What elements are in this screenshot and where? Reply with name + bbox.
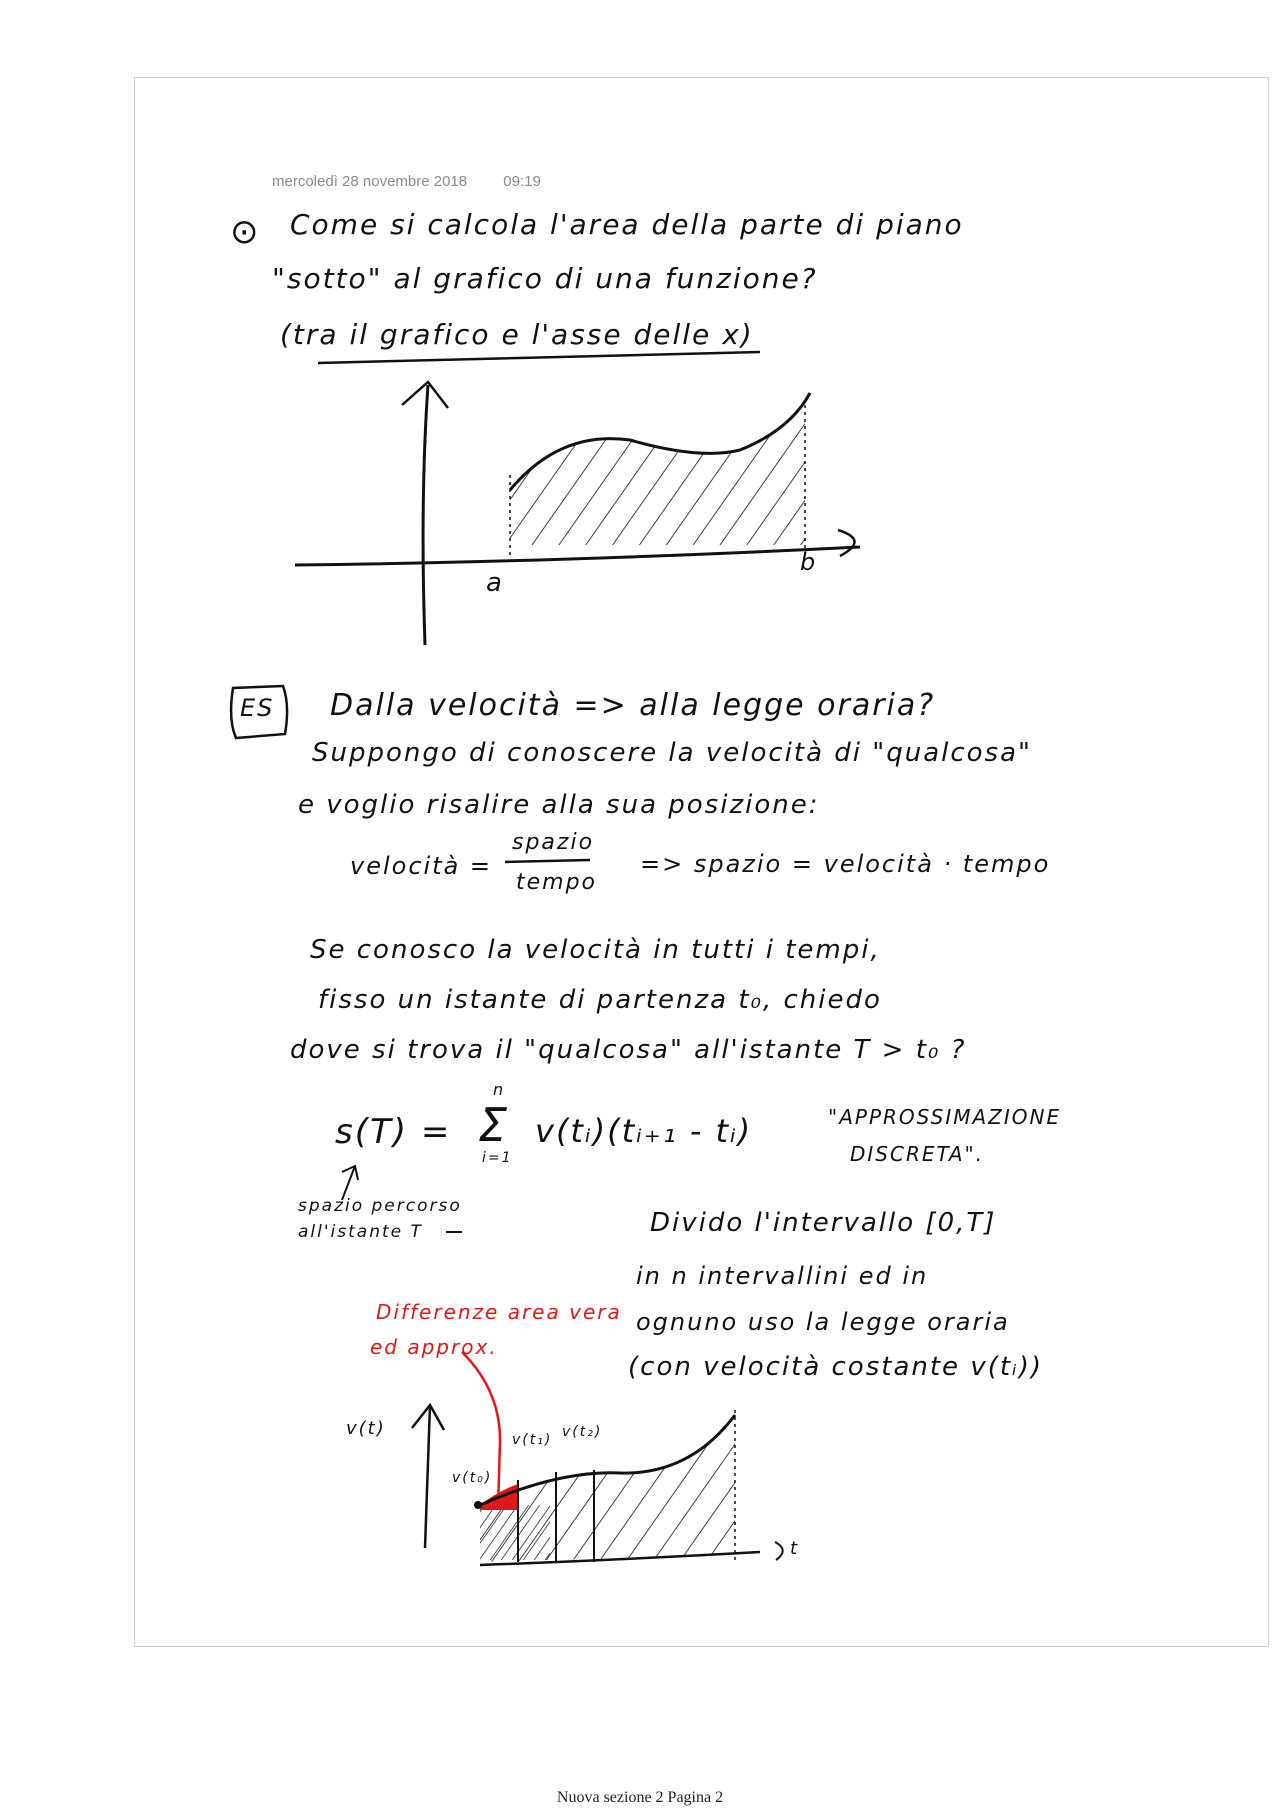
divide-line2: in n intervallini ed in xyxy=(636,1262,929,1290)
graph1-x-arrowhead xyxy=(838,530,855,556)
graph2-dense-hatch xyxy=(480,1505,550,1560)
formula-rhs: => spazio = velocità · tempo xyxy=(640,850,1051,878)
es-line3: e voglio risalire alla sua posizione: xyxy=(298,790,820,820)
formula-lhs: velocità = xyxy=(350,852,493,880)
divide-line3: ognuno uso la legge oraria xyxy=(636,1308,1010,1336)
sum-lhs: s(T) = xyxy=(335,1112,452,1152)
q1-bullet: ⊙ xyxy=(230,212,261,252)
arrow-note-line2: all'istante T xyxy=(298,1222,423,1242)
graph2-label-t2: v(t₂) xyxy=(562,1424,603,1440)
header-date: mercoledì 28 novembre 2018 xyxy=(272,173,468,190)
es-line4: Se conosco la velocità in tutti i tempi, xyxy=(310,935,881,965)
divide-line4: (con velocità costante v(tᵢ)) xyxy=(628,1352,1043,1382)
red-arrow xyxy=(462,1352,500,1510)
sum-sigma: Σ xyxy=(478,1098,510,1152)
graph2-y-axis xyxy=(425,1405,430,1548)
formula-denominator: tempo xyxy=(516,870,598,895)
sum-lower: i=1 xyxy=(482,1150,513,1166)
es-line5: fisso un istante di partenza t₀, chiedo xyxy=(318,985,882,1015)
es-line6: dove si trova il "qualcosa" all'istante T > t₀ ? xyxy=(290,1035,967,1065)
graph1-shaded-area xyxy=(510,400,805,545)
graph2-label-t1: v(t₁) xyxy=(512,1432,553,1448)
q1-line3: (tra il grafico e l'asse delle x) xyxy=(280,318,754,351)
graph2-xlabel: t xyxy=(790,1538,800,1559)
formula-fraction-bar xyxy=(505,860,590,862)
sum-note-line2: DISCRETA". xyxy=(850,1142,985,1166)
graph2-y-arrowhead xyxy=(412,1405,444,1430)
es-line1: Dalla velocità => alla legge oraria? xyxy=(330,688,936,723)
red-note-line1: Differenze area vera xyxy=(376,1300,622,1324)
graph1-y-axis xyxy=(423,385,428,645)
divide-line1: Divido l'intervallo [0,T] xyxy=(650,1208,997,1238)
es-line2: Suppongo di conoscere la velocità di "qualcosa" xyxy=(312,738,1032,768)
formula-numerator: spazio xyxy=(512,830,595,855)
graph1-y-arrowhead xyxy=(402,382,448,408)
arrow-note-line1: spazio percorso xyxy=(298,1196,462,1216)
es-tag: ES xyxy=(240,694,275,722)
header-time: 09:19 xyxy=(503,173,541,190)
red-note-line2: ed approx. xyxy=(370,1335,498,1359)
page-footer: Nuova sezione 2 Pagina 2 xyxy=(556,1789,724,1806)
sum-body: v(tᵢ)(tᵢ₊₁ - tᵢ) xyxy=(535,1112,753,1150)
sum-upper: n xyxy=(493,1080,506,1099)
q1-line1: Come si calcola l'area della parte di piano xyxy=(290,208,964,241)
graph2-start-dot xyxy=(474,1501,482,1509)
graph2-ylabel: v(t) xyxy=(346,1418,386,1439)
graph2-x-arrowhead xyxy=(775,1542,783,1560)
graph1-label-b: b xyxy=(800,548,818,576)
q1-underline xyxy=(318,352,760,363)
graph2-label-t0: v(t₀) xyxy=(452,1470,493,1486)
graph1-label-a: a xyxy=(486,568,504,598)
q1-line2: "sotto" al grafico di una funzione? xyxy=(272,262,818,295)
sum-note-line1: "APPROSSIMAZIONE xyxy=(828,1105,1062,1129)
graph1-x-axis xyxy=(295,547,860,565)
